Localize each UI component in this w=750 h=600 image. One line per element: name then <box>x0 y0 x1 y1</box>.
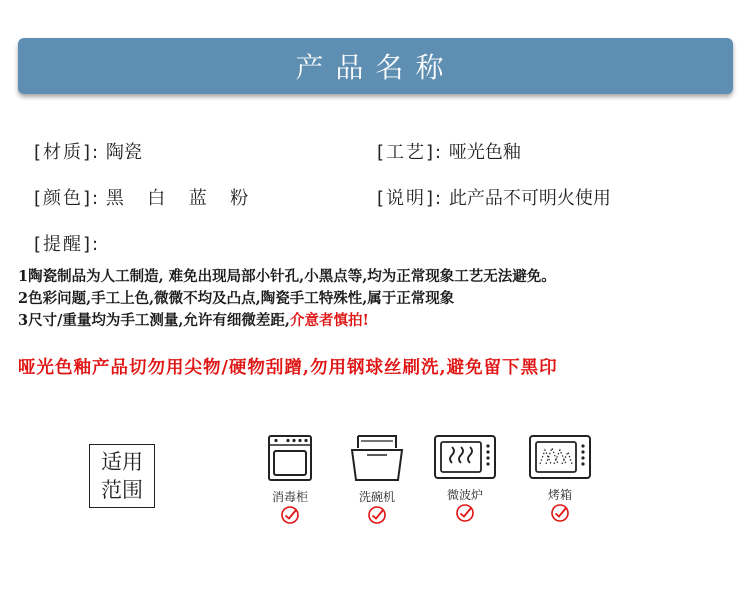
spec-instruction-label: [说明]: <box>377 188 444 209</box>
title-banner <box>18 38 733 94</box>
oven-icon <box>528 434 592 480</box>
appliance-label: 烤箱 <box>547 488 572 502</box>
spec-process-value: 哑光色釉 <box>448 142 521 163</box>
note-line-3 <box>18 309 369 330</box>
warning-text: 哑光色釉产品切勿用尖物/硬物刮蹭,勿用钢球丝刷洗,避免留下黑印 <box>18 358 558 378</box>
appliance-label: 洗碗机 <box>358 490 395 504</box>
appliance-label: 微波炉 <box>446 488 483 502</box>
check-icon <box>550 503 570 523</box>
spec-color-value: 黑 白 蓝 粉 <box>105 188 253 209</box>
spec-color-label: [颜色]: <box>34 188 101 209</box>
spec-reminder <box>34 230 100 256</box>
note-line-1: 1陶瓷制品为人工制造, 难免出现局部小针孔,小黑点等,均为正常现象工艺无法避免。 <box>18 268 556 285</box>
note-line-3-text: 3尺寸/重量均为手工测量,允许有细微差距, <box>18 312 290 329</box>
note-line-3-highlight: 介意者慎拍! <box>289 312 369 329</box>
applicable-scope-box <box>89 444 155 508</box>
spec-reminder-label: [提醒]: <box>34 234 101 255</box>
spec-process <box>377 138 521 164</box>
appliance-microwave <box>425 434 505 523</box>
appliance-oven <box>520 434 600 523</box>
spec-color <box>34 184 252 210</box>
appliance-disinfection-cabinet <box>250 434 330 525</box>
appliance-dishwasher <box>337 434 417 525</box>
spec-instruction-value: 此产品不可明火使用 <box>448 188 611 209</box>
spec-material <box>34 138 142 164</box>
check-icon <box>455 503 475 523</box>
spec-instruction <box>377 184 611 210</box>
dishwasher-icon <box>349 434 405 482</box>
banner-title: 产品名称 <box>295 51 456 84</box>
appliance-label: 消毒柜 <box>271 490 308 504</box>
disinfection-cabinet-icon <box>266 434 314 482</box>
check-icon <box>280 505 300 525</box>
scope-line-1: 适用 <box>101 450 143 474</box>
check-icon <box>367 505 387 525</box>
microwave-icon <box>433 434 497 480</box>
note-line-2: 2色彩问题,手工上色,微微不均及凸点,陶瓷手工特殊性,属于正常现象 <box>18 290 455 307</box>
scope-line-2: 范围 <box>101 478 143 502</box>
spec-material-label: [材质]: <box>34 142 101 163</box>
spec-process-label: [工艺]: <box>377 142 444 163</box>
spec-material-value: 陶瓷 <box>105 142 142 163</box>
